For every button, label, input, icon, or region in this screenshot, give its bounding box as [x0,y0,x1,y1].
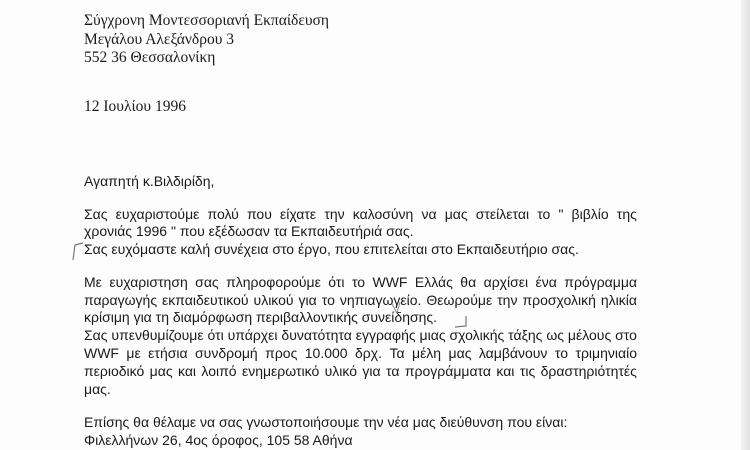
word: θα [460,274,477,290]
word: Ελλάς [414,274,453,290]
word: και [496,363,515,379]
word: προσχολική [522,292,596,308]
word: αρχίσει [483,274,529,290]
word: της [616,206,637,222]
paragraph-3-line-2: Φιλελλήνων 26, 4ος όροφος, 105 58 Αθήνα [84,432,353,448]
word: και [177,363,197,379]
word: ευχαριστηση [109,274,188,290]
word: ότι [328,274,345,290]
word: νηπιαγωγείο. [339,292,422,308]
word: λαμβάνουν [478,345,548,361]
pencil-bracket-icon [452,314,470,330]
word: ως [546,327,564,343]
word: υλικού [253,292,294,308]
pencil-tick-icon [390,300,402,316]
word: μας [149,363,173,379]
word: Θεωρούμε [426,292,493,308]
word: Με [84,274,102,290]
word: τα [386,363,400,379]
word: με [126,345,141,361]
paragraph-2-line-5 [84,343,637,363]
word: δραστηριότητές [540,363,637,379]
paragraph-2-line-4 [84,325,637,345]
word: προγράμματα [404,363,491,379]
word: το [321,292,335,308]
word: Σας [84,206,108,222]
word: ευχαριστούμε [115,206,200,222]
word: για [298,292,317,308]
word: WWF [372,274,408,290]
word: το [537,206,551,222]
word: ηλικία [600,292,637,308]
word: υλικό [324,363,358,379]
word: πολύ [207,206,239,222]
word: Τα [389,345,405,361]
word: είχατε [279,206,317,222]
word: σχολικής [449,327,505,343]
word: παραγωγής [84,292,158,308]
word: σας [195,274,219,290]
word: να [421,206,437,222]
word: μέλη [412,345,442,361]
sender-name: Σύγχρονη Μοντεσσοριανή Εκπαίδευση [84,12,329,29]
letter-date: 12 Ιουλίου 1996 [84,98,186,115]
sender-city: 552 36 Θεσσαλονίκη [84,49,216,66]
paragraph-2-line-1 [84,272,637,292]
word: υπάρχει [227,327,278,343]
word: τριμηνιαίο [575,345,637,361]
word: ότι [207,327,224,343]
word: για [362,363,381,379]
word: βιβλίο [571,206,609,222]
word: στείλεται [475,206,530,222]
word: ένα [535,274,557,290]
word: την [324,206,345,222]
word: το [554,345,568,361]
word: δρχ. [355,345,383,361]
word: μας [448,345,472,361]
word: " [558,206,564,222]
word: εκπαιδευτικού [162,292,249,308]
paragraph-1-line-3: Σας ευχόμαστε καλή συνέχεια στο έργο, που επιτελείται στο Εκπαιδευτήριο σας. [84,241,579,257]
paragraph-2-line-7: μας. [84,381,111,397]
word: τις [519,363,536,379]
word: προς [265,345,298,361]
word: εγγραφής [355,327,416,343]
word: 10.000 [304,345,348,361]
pencil-mark-icon [70,240,86,262]
word: λοιπό [201,363,237,379]
word: πρόγραμμα [564,274,637,290]
word: ετήσια [148,345,188,361]
word: Σας [84,327,108,343]
salutation: Αγαπητή κ.Βιλδιρίδη, [84,173,215,189]
word: πληροφορούμε [226,274,321,290]
word: WWF [84,345,119,361]
word: την [497,292,518,308]
paragraph-2-line-6 [84,361,637,381]
word: μας [444,206,468,222]
word: συνδρομή [195,345,258,361]
paragraph-2-line-3: κρίσιμη για τη διαμόρφωση περιβαλλοντικής συνείδησης. [84,309,438,325]
word: τάξης [508,327,543,343]
paragraph-3-line-1: Επίσης θα θέλαμε να σας γνωστοποιήσουμε την νέα μας διεύθυνση που είναι: [84,414,568,430]
word: που [246,206,272,222]
word: υπενθυμίζουμε [111,327,204,343]
sender-street: Μεγάλου Αλεξάνδρου 3 [84,31,234,48]
word: μιας [419,327,446,343]
word: στο [615,327,637,343]
paragraph-1-line-2: χρονιάς 1996 " που εξέδωσαν τα Εκπαιδευτήριά σας. [84,223,414,239]
word: ενημερωτικό [241,363,320,379]
page-edge-shadow [741,0,750,450]
word: περιοδικό [84,363,145,379]
word: καλοσύνη [352,206,414,222]
word: το [351,274,366,290]
word: μέλους [567,327,612,343]
word: δυνατότητα [281,327,352,343]
